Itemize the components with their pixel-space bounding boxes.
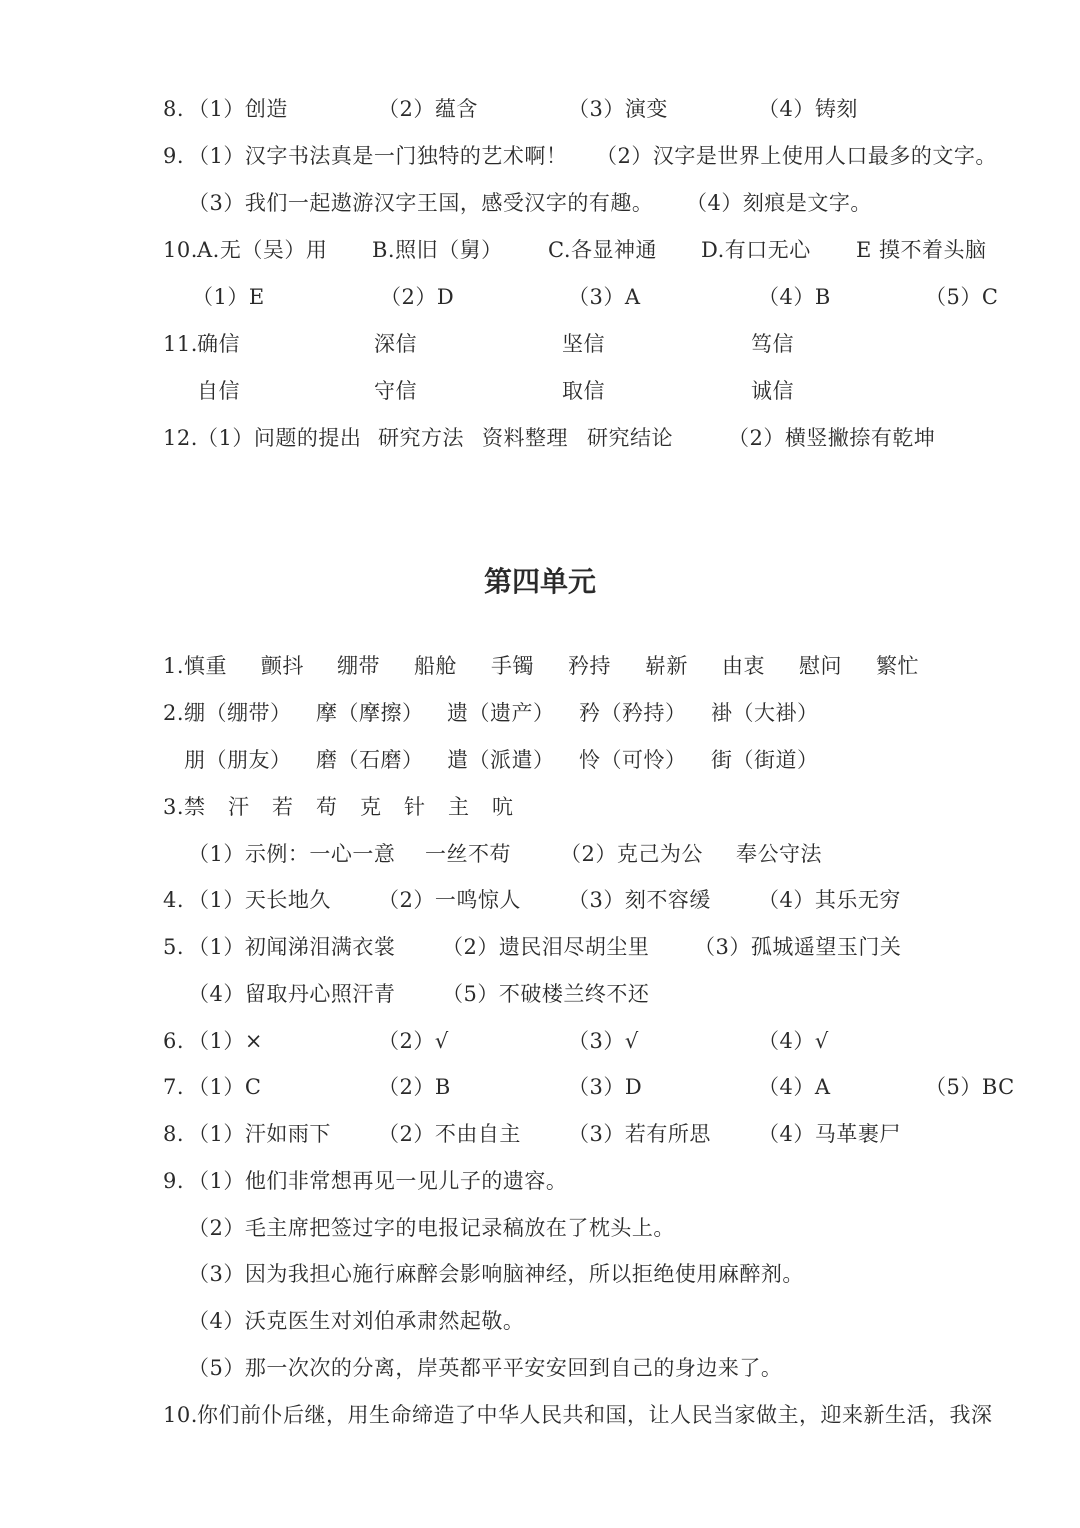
q8-answer-3: （3）演变	[568, 97, 668, 121]
u3-char: 禁	[184, 795, 206, 819]
q9-answer-2: （2）汉字是世界上使用人口最多的文字。	[596, 144, 997, 168]
u8-answer-2: （2）不由自主	[378, 1122, 521, 1146]
u3-number: 3.	[163, 795, 185, 819]
u2-item: 街（街道）	[711, 748, 819, 772]
u9-answer-1: （1）他们非常想再见一见儿子的遗容。	[188, 1169, 568, 1193]
u2-item: 磨（石磨）	[316, 748, 424, 772]
u5-answer-5: （5）不破楼兰终不还	[442, 982, 650, 1006]
u2-item: 摩（摩擦）	[316, 701, 424, 725]
u5-answer-3: （3）孤城遥望玉门关	[694, 935, 902, 959]
u6-answer-1: （1）×	[188, 1029, 263, 1053]
u1-word: 颤抖	[261, 654, 304, 678]
q11-word-8: 诚信	[751, 379, 794, 403]
q12-number: 12.	[163, 426, 198, 450]
u8-answer-3: （3）若有所思	[568, 1122, 711, 1146]
u2-item: 褂（大褂）	[711, 701, 819, 725]
u9-answer-2: （2）毛主席把签过字的电报记录稿放在了枕头上。	[188, 1216, 675, 1240]
u3-char: 针	[404, 795, 426, 819]
q10-option-e: E 摸不着头脑	[856, 238, 987, 262]
q11-word-7: 取信	[562, 379, 605, 403]
q10-answer-2: （2）D	[380, 285, 455, 309]
u4-number: 4.	[163, 888, 185, 912]
u1-word: 手镯	[491, 654, 534, 678]
u7-answer-3: （3）D	[568, 1075, 643, 1099]
q12-answer-1: （1）问题的提出	[197, 426, 362, 450]
u1-word: 船舱	[414, 654, 457, 678]
u2-item: 矜（矜持）	[579, 701, 687, 725]
u5-answer-4: （4）留取丹心照汗青	[188, 982, 396, 1006]
u5-number: 5.	[163, 935, 185, 959]
q11-word-1: 确信	[197, 332, 240, 356]
u8-answer-4: （4）马革裹尸	[758, 1122, 901, 1146]
u8-answer-1: （1）汗如雨下	[188, 1122, 331, 1146]
u2-item: 怜（可怜）	[579, 748, 687, 772]
u2-number: 2.	[163, 701, 185, 725]
u4-answer-2: （2）一鸣惊人	[378, 888, 521, 912]
q10-answer-3: （3）A	[568, 285, 641, 309]
u2-item: 绷（绷带）	[184, 701, 292, 725]
u5-answer-1: （1）初闻涕泪满衣裳	[188, 935, 396, 959]
u1-word: 由衷	[722, 654, 765, 678]
u6-answer-3: （3）√	[568, 1029, 639, 1053]
q12-item-method: 研究方法	[378, 426, 464, 450]
q9-answer-1: （1）汉字书法真是一门独特的艺术啊！	[188, 144, 568, 168]
u1-word: 矜持	[568, 654, 611, 678]
q11-word-4: 笃信	[751, 332, 794, 356]
q11-word-6: 守信	[374, 379, 417, 403]
q9-answer-4: （4）刻痕是文字。	[686, 191, 872, 215]
q12-answer-2: （2）横竖撇捺有乾坤	[728, 426, 936, 450]
u1-word: 繁忙	[876, 654, 919, 678]
u9-answer-5: （5）那一次次的分离，岸英都平平安安回到自己的身边来了。	[188, 1356, 783, 1380]
u7-answer-2: （2）B	[378, 1075, 451, 1099]
u1-word: 崭新	[645, 654, 688, 678]
u3-char: 吭	[492, 795, 514, 819]
q11-word-2: 深信	[374, 332, 417, 356]
u9-answer-3: （3）因为我担心施行麻醉会影响脑神经，所以拒绝使用麻醉剂。	[188, 1262, 804, 1286]
q8-answer-1: （1）创造	[188, 97, 288, 121]
u7-answer-4: （4）A	[758, 1075, 831, 1099]
u2-item: 遣（派遣）	[447, 748, 555, 772]
u1-number: 1.	[163, 654, 185, 678]
q10-answer-4: （4）B	[758, 285, 831, 309]
q9-answer-3: （3）我们一起遨游汉字王国，感受汉字的有趣。	[188, 191, 654, 215]
q8-answer-4: （4）铸刻	[758, 97, 858, 121]
u6-number: 6.	[163, 1029, 185, 1053]
unit-title: 第四单元	[483, 565, 596, 598]
q9-number: 9.	[163, 144, 185, 168]
q10-option-b: B.照旧（舅）	[372, 238, 503, 262]
u9-number: 9.	[163, 1169, 185, 1193]
u1-word: 绷带	[337, 654, 380, 678]
u3-char: 苟	[316, 795, 338, 819]
q11-word-5: 自信	[197, 379, 240, 403]
u6-answer-2: （2）√	[378, 1029, 449, 1053]
q8-answer-2: （2）蕴含	[378, 97, 478, 121]
u7-answer-1: （1）C	[188, 1075, 262, 1099]
u5-answer-2: （2）遗民泪尽胡尘里	[442, 935, 650, 959]
q12-item-conclusion: 研究结论	[587, 426, 673, 450]
q11-word-3: 坚信	[562, 332, 605, 356]
u3-char: 克	[360, 795, 382, 819]
u4-answer-3: （3）刻不容缓	[568, 888, 711, 912]
u7-answer-5: （5）BC	[925, 1075, 1015, 1099]
u2-item: 朋（朋友）	[184, 748, 292, 772]
u4-answer-4: （4）其乐无穷	[758, 888, 901, 912]
u2-item: 遗（遗产）	[447, 701, 555, 725]
q8-number: 8.	[163, 97, 185, 121]
q10-number: 10.	[163, 238, 198, 262]
q10-option-d: D.有口无心	[701, 238, 811, 262]
u3-char: 主	[448, 795, 470, 819]
u3-char: 若	[272, 795, 294, 819]
q10-answer-5: （5）C	[925, 285, 999, 309]
u3-answer-2b: 奉公守法	[736, 842, 822, 866]
u3-answer-1: （1）示例：一心一意	[188, 842, 396, 866]
u8-number: 8.	[163, 1122, 185, 1146]
q10-option-a: A.无（吴）用	[197, 238, 328, 262]
u10-number: 10.	[163, 1403, 198, 1427]
u7-number: 7.	[163, 1075, 185, 1099]
u1-word: 慎重	[184, 654, 227, 678]
u1-word: 慰问	[799, 654, 842, 678]
q10-option-c: C.各显神通	[548, 238, 657, 262]
u4-answer-1: （1）天长地久	[188, 888, 331, 912]
u3-answer-1b: 一丝不苟	[425, 842, 511, 866]
u9-answer-4: （4）沃克医生对刘伯承肃然起敬。	[188, 1309, 525, 1333]
q10-answer-1: （1）E	[192, 285, 265, 309]
u10-answer-text: 你们前仆后继，用生命缔造了中华人民共和国，让人民当家做主，迎来新生活，我深	[197, 1403, 993, 1427]
u6-answer-4: （4）√	[758, 1029, 829, 1053]
q12-item-data: 资料整理	[482, 426, 568, 450]
u3-answer-2: （2）克己为公	[560, 842, 703, 866]
u3-char: 汗	[228, 795, 250, 819]
q11-number: 11.	[163, 332, 198, 356]
